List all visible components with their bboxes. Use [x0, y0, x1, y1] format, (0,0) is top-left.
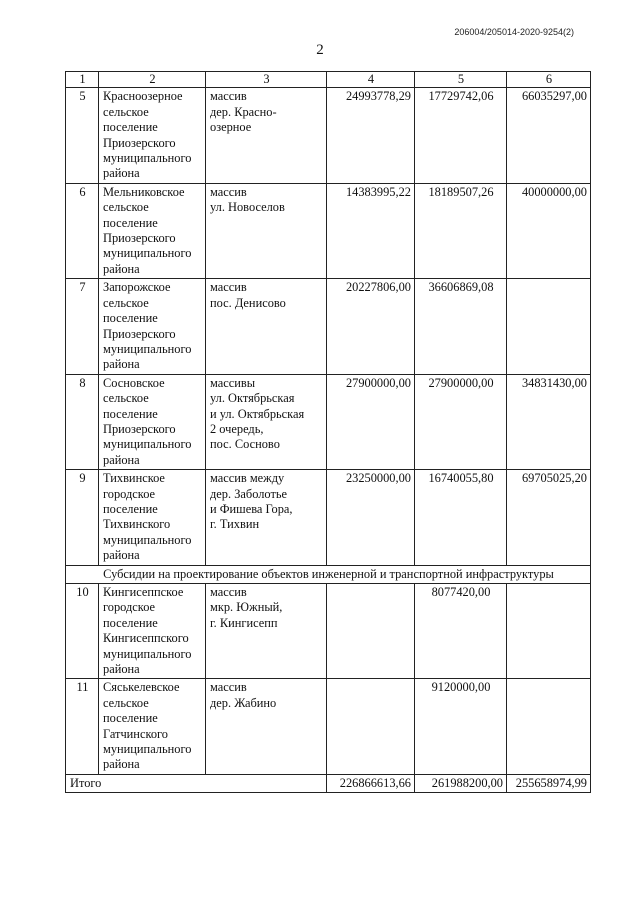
- table-row: [66, 584, 591, 679]
- settlement-name: Запорожское сельское поселение Приозерского муниципального района: [99, 279, 206, 374]
- row-number: 6: [66, 183, 99, 278]
- settlement-name: Тихвинское городское поселение Тихвинского муниципального района: [99, 470, 206, 565]
- table-row: [66, 279, 591, 374]
- column-header: 3: [206, 72, 327, 88]
- location: массив дер. Жабино: [206, 679, 327, 774]
- table-row: [66, 183, 591, 278]
- total-row: [66, 774, 591, 792]
- amount-col5: 9120000,00: [415, 679, 507, 774]
- amount-col4: 23250000,00: [327, 470, 415, 565]
- amount-col6: [507, 279, 591, 374]
- amount-col5: 17729742,06: [415, 88, 507, 183]
- amount-col6: [507, 679, 591, 774]
- amount-col4: 20227806,00: [327, 279, 415, 374]
- table-row: [66, 88, 591, 183]
- location: массив мкр. Южный, г. Кингисепп: [206, 584, 327, 679]
- location: массив пос. Денисово: [206, 279, 327, 374]
- amount-col6: 66035297,00: [507, 88, 591, 183]
- amount-col4: 14383995,22: [327, 183, 415, 278]
- amount-col5: 36606869,08: [415, 279, 507, 374]
- amount-col6: 34831430,00: [507, 374, 591, 469]
- amount-col5: 16740055,80: [415, 470, 507, 565]
- column-header: 5: [415, 72, 507, 88]
- amount-col4: 24993778,29: [327, 88, 415, 183]
- section-heading-row: [66, 565, 591, 583]
- amount-col4: 27900000,00: [327, 374, 415, 469]
- total-col6: 255658974,99: [507, 774, 591, 792]
- row-number: 11: [66, 679, 99, 774]
- table-row: [66, 470, 591, 565]
- column-number-row: [66, 72, 591, 88]
- amount-col6: [507, 584, 591, 679]
- row-number: 7: [66, 279, 99, 374]
- column-header: 4: [327, 72, 415, 88]
- amount-col6: 40000000,00: [507, 183, 591, 278]
- table-row: [66, 679, 591, 774]
- amount-col5: 8077420,00: [415, 584, 507, 679]
- column-header: 1: [66, 72, 99, 88]
- amount-col5: 27900000,00: [415, 374, 507, 469]
- amount-col5: 18189507,26: [415, 183, 507, 278]
- row-number: 9: [66, 470, 99, 565]
- location: массив дер. Красно- озерное: [206, 88, 327, 183]
- location: массив между дер. Заболотье и Фишева Гора, г. Тихвин: [206, 470, 327, 565]
- row-number: 10: [66, 584, 99, 679]
- column-header: 2: [99, 72, 206, 88]
- column-header: 6: [507, 72, 591, 88]
- page-number: 2: [316, 42, 324, 58]
- subsidy-table: [65, 71, 591, 793]
- amount-col4: [327, 584, 415, 679]
- settlement-name: Кингисеппское городское поселение Кингисеппского муниципального района: [99, 584, 206, 679]
- settlement-name: Мельниковское сельское поселение Приозерского муниципального района: [99, 183, 206, 278]
- section-title: Субсидии на проектирование объектов инженерной и транспортной инфраструктуры: [66, 565, 591, 583]
- settlement-name: Сяськелевское сельское поселение Гатчинского муниципального района: [99, 679, 206, 774]
- location: массивы ул. Октябрьская и ул. Октябрьская 2 очередь, пос. Сосново: [206, 374, 327, 469]
- settlement-name: Сосновское сельское поселение Приозерского муниципального района: [99, 374, 206, 469]
- row-number: 5: [66, 88, 99, 183]
- amount-col4: [327, 679, 415, 774]
- table-row: [66, 374, 591, 469]
- settlement-name: Красноозерное сельское поселение Приозерского муниципального района: [99, 88, 206, 183]
- row-number: 8: [66, 374, 99, 469]
- location: массив ул. Новоселов: [206, 183, 327, 278]
- amount-col6: 69705025,20: [507, 470, 591, 565]
- total-col5: 261988200,00: [415, 774, 507, 792]
- total-col4: 226866613,66: [327, 774, 415, 792]
- document-id: 206004/205014-2020-9254(2): [454, 27, 574, 37]
- total-label: Итого: [66, 774, 327, 792]
